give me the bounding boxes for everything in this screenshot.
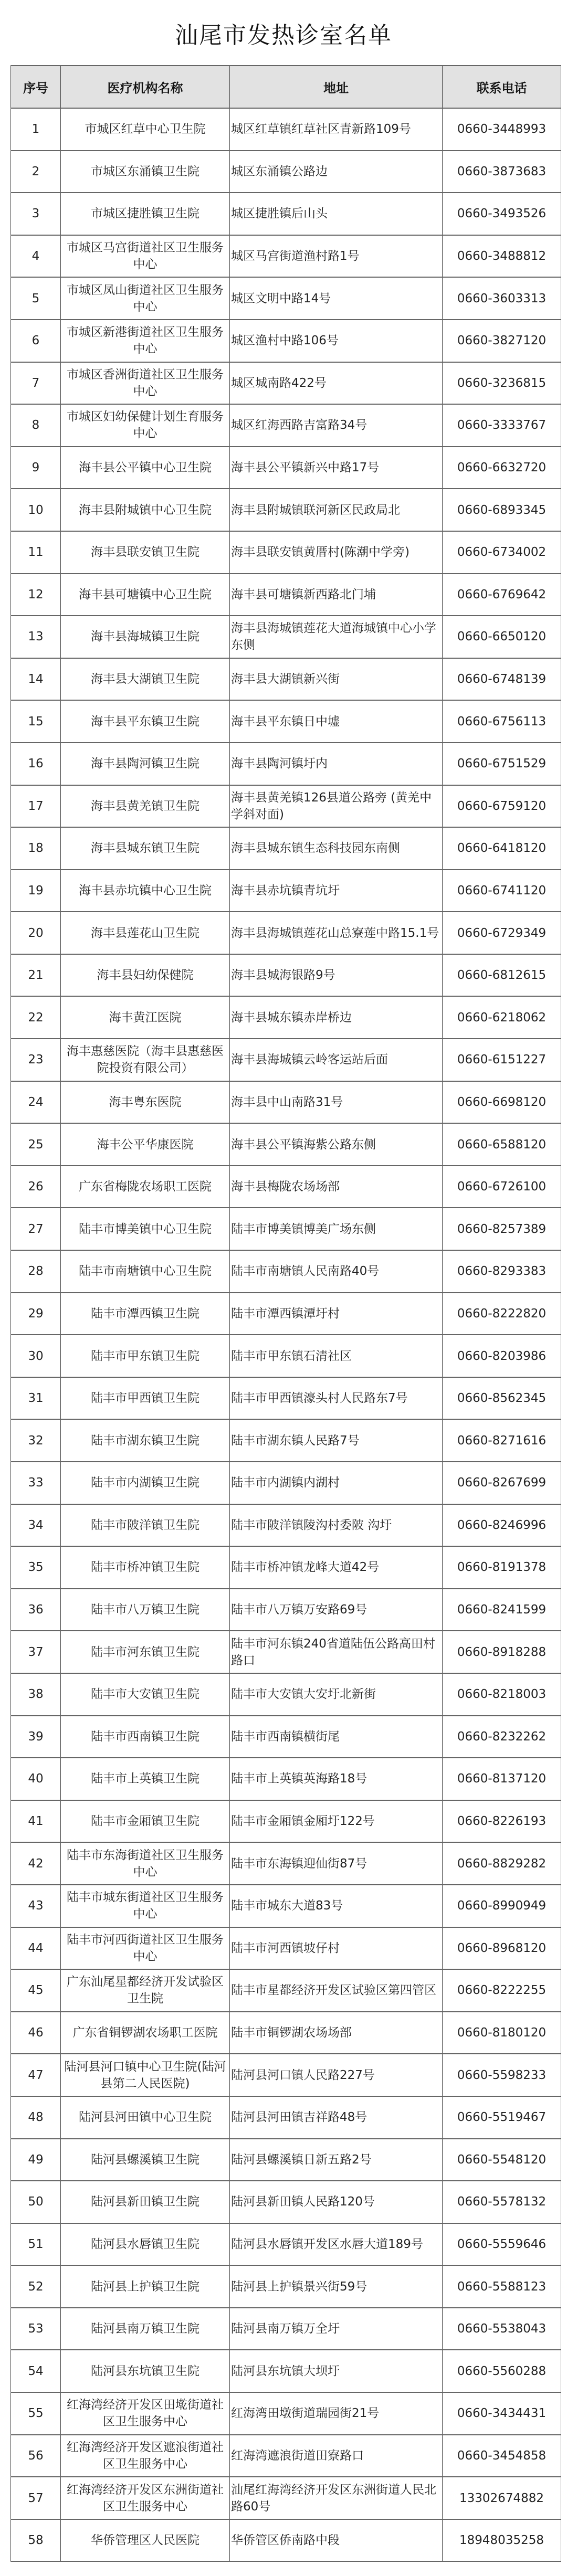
table-row bbox=[11, 870, 561, 912]
phone-number: 0660-8218003 bbox=[443, 1673, 561, 1716]
row-index: 34 bbox=[11, 1504, 61, 1547]
institution-name: 陆河县新田镇卫生院 bbox=[61, 2181, 230, 2223]
row-index: 30 bbox=[11, 1335, 61, 1377]
phone-number: 0660-8232262 bbox=[443, 1716, 561, 1758]
institution-name: 陆丰市南塘镇中心卫生院 bbox=[61, 1250, 230, 1293]
page-title: 汕尾市发热诊室名单 bbox=[175, 22, 392, 49]
row-index: 48 bbox=[11, 2096, 61, 2139]
row-index: 9 bbox=[11, 447, 61, 489]
phone-number: 0660-5560288 bbox=[443, 2350, 561, 2392]
institution-name: 海丰县联安镇卫生院 bbox=[61, 531, 230, 574]
phone-number: 0660-6812615 bbox=[443, 954, 561, 997]
phone-number: 0660-5559646 bbox=[443, 2223, 561, 2266]
row-index: 58 bbox=[11, 2519, 61, 2562]
address: 城区捷胜镇后山头 bbox=[230, 193, 443, 235]
institution-name: 海丰县莲花山卫生院 bbox=[61, 912, 230, 954]
phone-number: 0660-8293383 bbox=[443, 1250, 561, 1293]
row-index: 39 bbox=[11, 1716, 61, 1758]
institution-name: 海丰县妇幼保健院 bbox=[61, 954, 230, 997]
institution-name: 海丰粤东医院 bbox=[61, 1081, 230, 1124]
address: 城区红草镇红草社区青新路109号 bbox=[230, 108, 443, 151]
address: 陆丰市陂洋镇陵沟村委陂 沟圩 bbox=[230, 1504, 443, 1547]
row-index: 18 bbox=[11, 827, 61, 870]
address: 陆丰市大安镇大安圩北新街 bbox=[230, 1673, 443, 1716]
table-row bbox=[11, 1631, 561, 1673]
phone-number: 0660-8203986 bbox=[443, 1335, 561, 1377]
institution-name: 陆丰市潭西镇卫生院 bbox=[61, 1293, 230, 1335]
address: 城区东涌镇公路边 bbox=[230, 151, 443, 193]
phone-number: 0660-8191378 bbox=[443, 1546, 561, 1589]
table-row bbox=[11, 574, 561, 616]
table-row bbox=[11, 1716, 561, 1758]
table-row bbox=[11, 1462, 561, 1504]
institution-name: 陆河县河田镇中心卫生院 bbox=[61, 2096, 230, 2139]
table-row bbox=[11, 1800, 561, 1843]
row-index: 13 bbox=[11, 616, 61, 658]
institution-name: 市城区凤山街道社区卫生服务中心 bbox=[61, 277, 230, 320]
row-index: 24 bbox=[11, 1081, 61, 1124]
row-index: 2 bbox=[11, 151, 61, 193]
institution-name: 海丰县附城镇中心卫生院 bbox=[61, 489, 230, 531]
table-row bbox=[11, 785, 561, 828]
table-row bbox=[11, 277, 561, 320]
phone-number: 0660-6756113 bbox=[443, 700, 561, 743]
table-row bbox=[11, 2265, 561, 2308]
address: 海丰县联安镇黄厝村(陈潮中学旁) bbox=[230, 531, 443, 574]
row-index: 1 bbox=[11, 108, 61, 151]
row-index: 19 bbox=[11, 870, 61, 912]
address: 陆河县东坑镇大坝圩 bbox=[230, 2350, 443, 2392]
address: 陆河县新田镇人民路120号 bbox=[230, 2181, 443, 2223]
table-row bbox=[11, 2519, 561, 2562]
address: 陆丰市河东镇240省道陆伍公路高田村路口 bbox=[230, 1631, 443, 1673]
table-row bbox=[11, 2181, 561, 2223]
address: 海丰县海城镇莲花大道海城镇中心小学东侧 bbox=[230, 616, 443, 658]
phone-number: 0660-6751529 bbox=[443, 743, 561, 785]
address: 海丰县大湖镇新兴街 bbox=[230, 658, 443, 701]
institution-name: 红海湾经济开发区遮浪街道社区卫生服务中心 bbox=[61, 2435, 230, 2477]
table-row bbox=[11, 1377, 561, 1420]
phone-number: 0660-8829282 bbox=[443, 1842, 561, 1885]
institution-name: 海丰县海城镇卫生院 bbox=[61, 616, 230, 658]
row-index: 36 bbox=[11, 1589, 61, 1631]
phone-number: 0660-8257389 bbox=[443, 1208, 561, 1250]
table-row bbox=[11, 1335, 561, 1377]
institution-name: 市城区捷胜镇卫生院 bbox=[61, 193, 230, 235]
phone-number: 0660-6893345 bbox=[443, 489, 561, 531]
table-body bbox=[11, 108, 561, 2561]
phone-number: 0660-8990949 bbox=[443, 1885, 561, 1927]
address: 陆丰市甲西镇濠头村人民路东7号 bbox=[230, 1377, 443, 1420]
address: 陆丰市甲东镇石清社区 bbox=[230, 1335, 443, 1377]
row-index: 26 bbox=[11, 1166, 61, 1208]
row-index: 29 bbox=[11, 1293, 61, 1335]
address: 陆河县河田镇吉祥路48号 bbox=[230, 2096, 443, 2139]
table-row bbox=[11, 827, 561, 870]
table-row bbox=[11, 912, 561, 954]
phone-number: 0660-5578132 bbox=[443, 2181, 561, 2223]
table-row bbox=[11, 404, 561, 447]
phone-number: 0660-5519467 bbox=[443, 2096, 561, 2139]
phone-number: 0660-6759120 bbox=[443, 785, 561, 828]
phone-number: 0660-3827120 bbox=[443, 320, 561, 362]
institution-name: 海丰黄江医院 bbox=[61, 996, 230, 1039]
address: 海丰县赤坑镇青坑圩 bbox=[230, 870, 443, 912]
table-row bbox=[11, 616, 561, 658]
header-institution-name: 医疗机构名称 bbox=[61, 66, 230, 108]
row-index: 44 bbox=[11, 1927, 61, 1970]
institution-name: 陆丰市河西街道社区卫生服务中心 bbox=[61, 1927, 230, 1970]
row-index: 43 bbox=[11, 1885, 61, 1927]
phone-number: 0660-8968120 bbox=[443, 1927, 561, 1970]
row-index: 11 bbox=[11, 531, 61, 574]
table-row bbox=[11, 954, 561, 997]
address: 陆丰市潭西镇潭圩村 bbox=[230, 1293, 443, 1335]
row-index: 54 bbox=[11, 2350, 61, 2392]
address: 城区渔村中路106号 bbox=[230, 320, 443, 362]
address: 海丰县海城镇云岭客运站后面 bbox=[230, 1039, 443, 1081]
institution-name: 陆丰市湖东镇卫生院 bbox=[61, 1419, 230, 1462]
address: 红海湾遮浪街道田寮路口 bbox=[230, 2435, 443, 2477]
phone-number: 0660-5548120 bbox=[443, 2139, 561, 2181]
row-index: 10 bbox=[11, 489, 61, 531]
table-row bbox=[11, 2223, 561, 2266]
row-index: 16 bbox=[11, 743, 61, 785]
institution-name: 海丰县公平镇中心卫生院 bbox=[61, 447, 230, 489]
institution-name: 陆丰市甲西镇卫生院 bbox=[61, 1377, 230, 1420]
row-index: 27 bbox=[11, 1208, 61, 1250]
table-row bbox=[11, 1504, 561, 1547]
phone-number: 0660-8226193 bbox=[443, 1800, 561, 1843]
phone-number: 0660-8180120 bbox=[443, 2012, 561, 2054]
address: 海丰县黄羌镇126县道公路旁 (黄羌中学斜对面) bbox=[230, 785, 443, 828]
phone-number: 0660-8137120 bbox=[443, 1758, 561, 1800]
address: 陆丰市铜锣湖农场场部 bbox=[230, 2012, 443, 2054]
institution-name: 广东省铜锣湖农场职工医院 bbox=[61, 2012, 230, 2054]
table-row bbox=[11, 2392, 561, 2435]
phone-number: 0660-6698120 bbox=[443, 1081, 561, 1124]
row-index: 20 bbox=[11, 912, 61, 954]
institution-name: 市城区东涌镇卫生院 bbox=[61, 151, 230, 193]
fever-clinic-table bbox=[10, 65, 561, 2562]
address: 红海湾田墩街道瑞园街21号 bbox=[230, 2392, 443, 2435]
row-index: 35 bbox=[11, 1546, 61, 1589]
address: 海丰县公平镇海紫公路东侧 bbox=[230, 1123, 443, 1166]
table-row bbox=[11, 1293, 561, 1335]
table-row bbox=[11, 362, 561, 405]
address: 海丰县附城镇联河新区民政局北 bbox=[230, 489, 443, 531]
address: 城区文明中路14号 bbox=[230, 277, 443, 320]
address: 陆河县水唇镇开发区水唇大道189号 bbox=[230, 2223, 443, 2266]
phone-number: 13302674882 bbox=[443, 2477, 561, 2519]
row-index: 4 bbox=[11, 235, 61, 278]
table-row bbox=[11, 1927, 561, 1970]
table-row bbox=[11, 2054, 561, 2096]
row-index: 7 bbox=[11, 362, 61, 405]
phone-number: 0660-6734002 bbox=[443, 531, 561, 574]
institution-name: 陆河县上护镇卫生院 bbox=[61, 2265, 230, 2308]
institution-name: 海丰县可塘镇中心卫生院 bbox=[61, 574, 230, 616]
row-index: 22 bbox=[11, 996, 61, 1039]
row-index: 53 bbox=[11, 2308, 61, 2350]
address: 汕尾红海湾经济开发区东洲街道人民北路60号 bbox=[230, 2477, 443, 2519]
address: 海丰县海城镇莲花山总寮莲中路15.1号 bbox=[230, 912, 443, 954]
row-index: 51 bbox=[11, 2223, 61, 2266]
institution-name: 陆丰市东海街道社区卫生服务中心 bbox=[61, 1842, 230, 1885]
address: 陆丰市博美镇博美广场东侧 bbox=[230, 1208, 443, 1250]
institution-name: 陆河县水唇镇卫生院 bbox=[61, 2223, 230, 2266]
institution-name: 陆丰市河东镇卫生院 bbox=[61, 1631, 230, 1673]
row-index: 49 bbox=[11, 2139, 61, 2181]
row-index: 8 bbox=[11, 404, 61, 447]
institution-name: 陆丰市金厢镇卫生院 bbox=[61, 1800, 230, 1843]
institution-name: 海丰惠慈医院（海丰县惠慈医院投资有限公司） bbox=[61, 1039, 230, 1081]
address: 陆丰市南塘镇人民南路40号 bbox=[230, 1250, 443, 1293]
table-row bbox=[11, 1250, 561, 1293]
phone-number: 0660-3236815 bbox=[443, 362, 561, 405]
table-row bbox=[11, 1842, 561, 1885]
row-index: 42 bbox=[11, 1842, 61, 1885]
phone-number: 0660-3603313 bbox=[443, 277, 561, 320]
table-row bbox=[11, 1419, 561, 1462]
address: 陆丰市内湖镇内湖村 bbox=[230, 1462, 443, 1504]
row-index: 21 bbox=[11, 954, 61, 997]
phone-number: 0660-6650120 bbox=[443, 616, 561, 658]
table-row bbox=[11, 108, 561, 151]
row-index: 57 bbox=[11, 2477, 61, 2519]
phone-number: 0660-8246996 bbox=[443, 1504, 561, 1547]
phone-number: 0660-6769642 bbox=[443, 574, 561, 616]
phone-number: 18948035258 bbox=[443, 2519, 561, 2562]
table-row bbox=[11, 531, 561, 574]
address: 海丰县陶河镇圩内 bbox=[230, 743, 443, 785]
table-row bbox=[11, 1166, 561, 1208]
table-row bbox=[11, 1673, 561, 1716]
institution-name: 海丰县城东镇卫生院 bbox=[61, 827, 230, 870]
institution-name: 陆丰市八万镇卫生院 bbox=[61, 1589, 230, 1631]
phone-number: 0660-6218062 bbox=[443, 996, 561, 1039]
address: 陆丰市东海镇迎仙街87号 bbox=[230, 1842, 443, 1885]
institution-name: 陆丰市上英镇卫生院 bbox=[61, 1758, 230, 1800]
address: 陆丰市西南镇横街尾 bbox=[230, 1716, 443, 1758]
institution-name: 陆河县南万镇卫生院 bbox=[61, 2308, 230, 2350]
address: 城区城南路422号 bbox=[230, 362, 443, 405]
table-row bbox=[11, 996, 561, 1039]
institution-name: 陆丰市甲东镇卫生院 bbox=[61, 1335, 230, 1377]
row-index: 45 bbox=[11, 1969, 61, 2012]
address: 海丰县城海银路9号 bbox=[230, 954, 443, 997]
row-index: 23 bbox=[11, 1039, 61, 1081]
table-row bbox=[11, 2350, 561, 2392]
phone-number: 0660-3493526 bbox=[443, 193, 561, 235]
table-row bbox=[11, 2308, 561, 2350]
institution-name: 陆丰市西南镇卫生院 bbox=[61, 1716, 230, 1758]
institution-name: 陆河县螺溪镇卫生院 bbox=[61, 2139, 230, 2181]
table-row bbox=[11, 743, 561, 785]
table-row bbox=[11, 1081, 561, 1124]
institution-name: 市城区妇幼保健计划生育服务中心 bbox=[61, 404, 230, 447]
table-header-row bbox=[11, 66, 561, 108]
phone-number: 0660-6726100 bbox=[443, 1166, 561, 1208]
phone-number: 0660-3434431 bbox=[443, 2392, 561, 2435]
row-index: 31 bbox=[11, 1377, 61, 1420]
address: 华侨管区侨南路中段 bbox=[230, 2519, 443, 2562]
row-index: 37 bbox=[11, 1631, 61, 1673]
phone-number: 0660-8562345 bbox=[443, 1377, 561, 1420]
institution-name: 华侨管理区人民医院 bbox=[61, 2519, 230, 2562]
row-index: 50 bbox=[11, 2181, 61, 2223]
table-row bbox=[11, 320, 561, 362]
address: 陆丰市星都经济开发区试验区第四管区 bbox=[230, 1969, 443, 2012]
institution-name: 海丰县平东镇卫生院 bbox=[61, 700, 230, 743]
row-index: 41 bbox=[11, 1800, 61, 1843]
table-row bbox=[11, 2012, 561, 2054]
row-index: 33 bbox=[11, 1462, 61, 1504]
address: 海丰县梅陇农场场部 bbox=[230, 1166, 443, 1208]
table-row bbox=[11, 1758, 561, 1800]
institution-name: 市城区马宫街道社区卫生服务中心 bbox=[61, 235, 230, 278]
institution-name: 海丰县黄羌镇卫生院 bbox=[61, 785, 230, 828]
header-address: 地址 bbox=[230, 66, 443, 108]
address: 陆河县南万镇万全圩 bbox=[230, 2308, 443, 2350]
address: 城区红海西路吉富路34号 bbox=[230, 404, 443, 447]
address: 陆丰市湖东镇人民路7号 bbox=[230, 1419, 443, 1462]
phone-number: 0660-3448993 bbox=[443, 108, 561, 151]
phone-number: 0660-6151227 bbox=[443, 1039, 561, 1081]
address: 陆河县上护镇景兴街59号 bbox=[230, 2265, 443, 2308]
phone-number: 0660-8222255 bbox=[443, 1969, 561, 2012]
table-row bbox=[11, 1208, 561, 1250]
row-index: 56 bbox=[11, 2435, 61, 2477]
table-row bbox=[11, 658, 561, 701]
row-index: 12 bbox=[11, 574, 61, 616]
row-index: 25 bbox=[11, 1123, 61, 1166]
row-index: 15 bbox=[11, 700, 61, 743]
table-row bbox=[11, 447, 561, 489]
phone-number: 0660-8241599 bbox=[443, 1589, 561, 1631]
table-row bbox=[11, 2096, 561, 2139]
header-index: 序号 bbox=[11, 66, 61, 108]
phone-number: 0660-8267699 bbox=[443, 1462, 561, 1504]
phone-number: 0660-3488812 bbox=[443, 235, 561, 278]
table-row bbox=[11, 1039, 561, 1081]
institution-name: 陆丰市城东街道社区卫生服务中心 bbox=[61, 1885, 230, 1927]
row-index: 40 bbox=[11, 1758, 61, 1800]
address: 陆丰市八万镇万安路69号 bbox=[230, 1589, 443, 1631]
phone-number: 0660-8271616 bbox=[443, 1419, 561, 1462]
table-row bbox=[11, 235, 561, 278]
row-index: 5 bbox=[11, 277, 61, 320]
address: 陆丰市上英镇英海路18号 bbox=[230, 1758, 443, 1800]
institution-name: 广东汕尾星都经济开发试验区卫生院 bbox=[61, 1969, 230, 2012]
address: 海丰县城东镇生态科技园东南侧 bbox=[230, 827, 443, 870]
row-index: 28 bbox=[11, 1250, 61, 1293]
phone-number: 0660-5588123 bbox=[443, 2265, 561, 2308]
phone-number: 0660-6588120 bbox=[443, 1123, 561, 1166]
table-row bbox=[11, 1546, 561, 1589]
institution-name: 陆河县河口镇中心卫生院(陆河县第二人民医院) bbox=[61, 2054, 230, 2096]
table-row bbox=[11, 700, 561, 743]
phone-number: 0660-6418120 bbox=[443, 827, 561, 870]
institution-name: 陆丰市内湖镇卫生院 bbox=[61, 1462, 230, 1504]
phone-number: 0660-5538043 bbox=[443, 2308, 561, 2350]
row-index: 6 bbox=[11, 320, 61, 362]
institution-name: 海丰县陶河镇卫生院 bbox=[61, 743, 230, 785]
institution-name: 陆丰市博美镇中心卫生院 bbox=[61, 1208, 230, 1250]
institution-name: 海丰县大湖镇卫生院 bbox=[61, 658, 230, 701]
institution-name: 陆河县东坑镇卫生院 bbox=[61, 2350, 230, 2392]
institution-name: 陆丰市大安镇卫生院 bbox=[61, 1673, 230, 1716]
row-index: 52 bbox=[11, 2265, 61, 2308]
institution-name: 陆丰市桥冲镇卫生院 bbox=[61, 1546, 230, 1589]
row-index: 3 bbox=[11, 193, 61, 235]
table-row bbox=[11, 2139, 561, 2181]
table-row bbox=[11, 1123, 561, 1166]
phone-number: 0660-8222820 bbox=[443, 1293, 561, 1335]
table-row bbox=[11, 151, 561, 193]
phone-number: 0660-6748139 bbox=[443, 658, 561, 701]
address: 海丰县可塘镇新西路北门埔 bbox=[230, 574, 443, 616]
address: 陆丰市城东大道83号 bbox=[230, 1885, 443, 1927]
address: 陆丰市河西镇坡仔村 bbox=[230, 1927, 443, 1970]
phone-number: 0660-3333767 bbox=[443, 404, 561, 447]
phone-number: 0660-5598233 bbox=[443, 2054, 561, 2096]
row-index: 14 bbox=[11, 658, 61, 701]
phone-number: 0660-6741120 bbox=[443, 870, 561, 912]
row-index: 38 bbox=[11, 1673, 61, 1716]
institution-name: 红海湾经济开发区东洲街道社区卫生服务中心 bbox=[61, 2477, 230, 2519]
phone-number: 0660-6632720 bbox=[443, 447, 561, 489]
row-index: 47 bbox=[11, 2054, 61, 2096]
row-index: 32 bbox=[11, 1419, 61, 1462]
institution-name: 海丰县赤坑镇中心卫生院 bbox=[61, 870, 230, 912]
address: 海丰县平东镇日中墟 bbox=[230, 700, 443, 743]
table-row bbox=[11, 193, 561, 235]
phone-number: 0660-3454858 bbox=[443, 2435, 561, 2477]
phone-number: 0660-6729349 bbox=[443, 912, 561, 954]
row-index: 46 bbox=[11, 2012, 61, 2054]
institution-name: 市城区香洲街道社区卫生服务中心 bbox=[61, 362, 230, 405]
address: 海丰县城东镇赤岸桥边 bbox=[230, 996, 443, 1039]
row-index: 55 bbox=[11, 2392, 61, 2435]
address: 陆河县螺溪镇日新五路2号 bbox=[230, 2139, 443, 2181]
address: 海丰县中山南路31号 bbox=[230, 1081, 443, 1124]
institution-name: 红海湾经济开发区田墘街道社区卫生服务中心 bbox=[61, 2392, 230, 2435]
address: 陆丰市桥冲镇龙峰大道42号 bbox=[230, 1546, 443, 1589]
phone-number: 0660-8918288 bbox=[443, 1631, 561, 1673]
address: 陆丰市金厢镇金厢圩122号 bbox=[230, 1800, 443, 1843]
phone-number: 0660-3873683 bbox=[443, 151, 561, 193]
institution-name: 陆丰市陂洋镇卫生院 bbox=[61, 1504, 230, 1547]
header-phone: 联系电话 bbox=[443, 66, 561, 108]
row-index: 17 bbox=[11, 785, 61, 828]
address: 陆河县河口镇人民路227号 bbox=[230, 2054, 443, 2096]
table-row bbox=[11, 1969, 561, 2012]
institution-name: 广东省梅陇农场职工医院 bbox=[61, 1166, 230, 1208]
table-row bbox=[11, 1885, 561, 1927]
institution-name: 海丰公平华康医院 bbox=[61, 1123, 230, 1166]
institution-name: 市城区新港街道社区卫生服务中心 bbox=[61, 320, 230, 362]
table-row bbox=[11, 2477, 561, 2519]
table-row bbox=[11, 1589, 561, 1631]
table-row bbox=[11, 2435, 561, 2477]
table-row bbox=[11, 489, 561, 531]
address: 海丰县公平镇新兴中路17号 bbox=[230, 447, 443, 489]
address: 城区马宫街道渔村路1号 bbox=[230, 235, 443, 278]
institution-name: 市城区红草中心卫生院 bbox=[61, 108, 230, 151]
